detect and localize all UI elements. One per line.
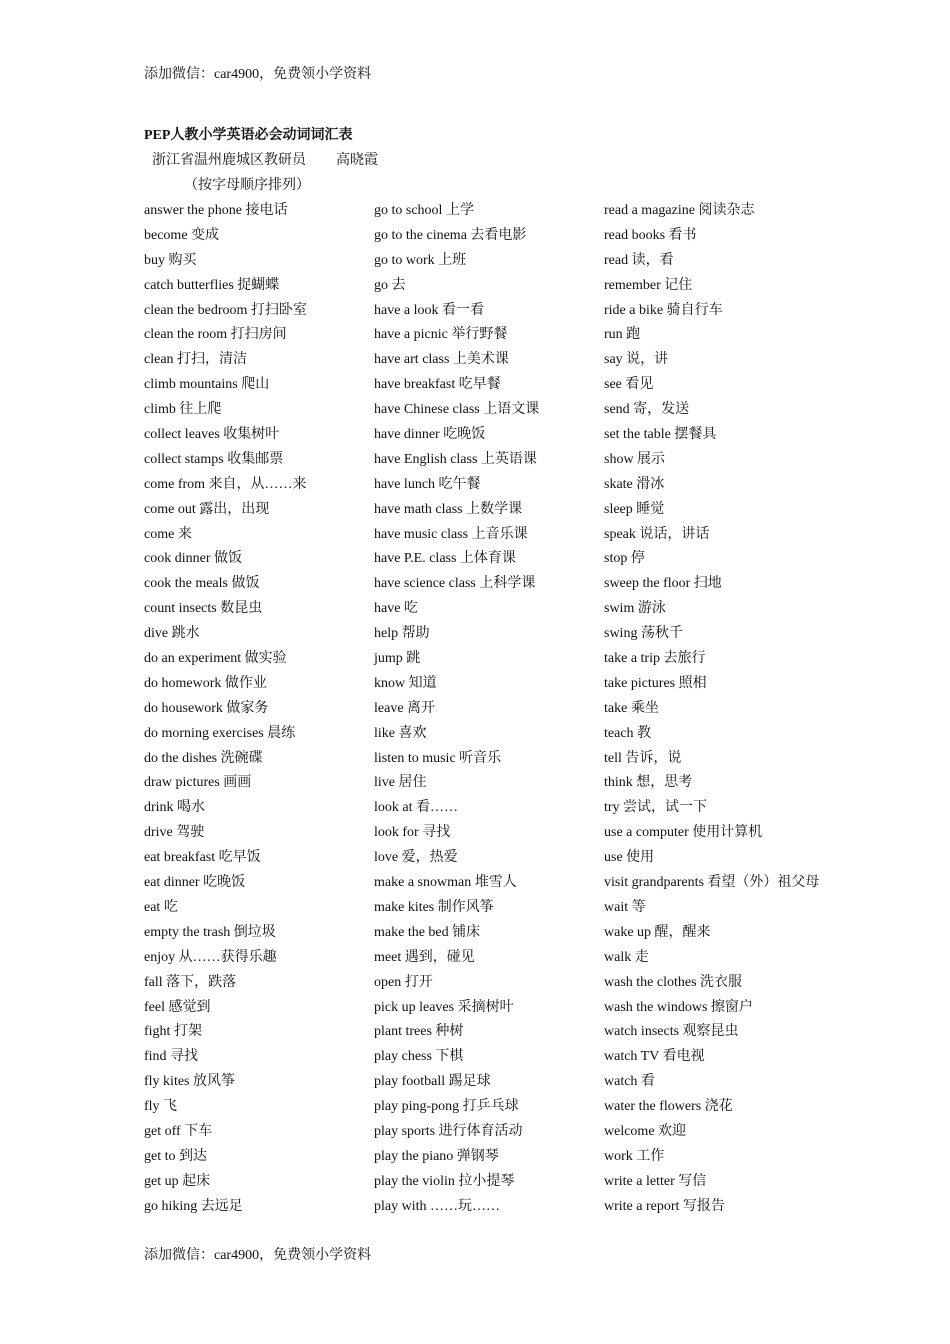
vocab-entry: wash the windows 擦窗户 [604,999,753,1015]
vocab-entry: have Chinese class 上语文课 [374,402,540,418]
vocab-entry: cook dinner 做饭 [144,551,242,567]
vocab-entry: tell 告诉，说 [604,750,682,766]
vocab-entry: drive 驾驶 [144,825,205,841]
vocab-entry: have P.E. class 上体育课 [374,551,516,567]
vocab-entry: look for 寻找 [374,825,451,841]
document-title: PEP人教小学英语必会动词词汇表 [144,128,353,143]
vocab-entry: stop 停 [604,551,645,567]
vocab-entry: have math class 上数学课 [374,501,523,517]
vocab-entry: watch insects 观察昆虫 [604,1024,739,1040]
vocab-entry: have art class 上美术课 [374,352,509,368]
vocab-entry: know 知道 [374,675,437,691]
vocab-entry: climb 往上爬 [144,402,222,418]
vocab-entry: draw pictures 画画 [144,775,252,791]
vocab-entry: find 寻找 [144,1049,199,1065]
vocab-entry: ride a bike 骑自行车 [604,302,723,318]
vocab-entry: think 想，思考 [604,775,693,791]
author-place: 浙江省温州鹿城区教研员 [152,153,306,168]
vocab-entry: make a snowman 堆雪人 [374,875,517,891]
vocab-entry: eat breakfast 吃早饭 [144,850,261,866]
vocab-entry: show 展示 [604,451,666,467]
vocab-entry: have 吃 [374,601,418,617]
footer-note: 添加微信：car4900，免费领小学资料 [144,1248,372,1263]
header-note: 添加微信：car4900，免费领小学资料 [144,67,372,82]
vocab-entry: take a trip 去旅行 [604,651,706,667]
vocab-entry: do homework 做作业 [144,675,267,691]
vocab-entry: jump 跳 [374,651,421,667]
vocab-entry: write a letter 写信 [604,1173,707,1189]
vocab-entry: play football 踢足球 [374,1074,491,1090]
vocab-entry: have science class 上科学课 [374,576,536,592]
vocab-entry: speak 说话，讲话 [604,526,710,542]
vocab-entry: have a picnic 举行野餐 [374,327,508,343]
vocab-entry: have English class 上英语课 [374,451,537,467]
vocab-entry: live 居住 [374,775,427,791]
vocab-entry: like 喜欢 [374,725,427,741]
vocab-entry: use 使用 [604,850,655,866]
vocab-entry: skate 滑冰 [604,476,665,492]
vocab-entry: look at 看…… [374,800,458,816]
vocab-entry: do morning exercises 晨练 [144,725,296,741]
vocab-entry: empty the trash 倒垃圾 [144,924,276,940]
vocab-entry: see 看见 [604,377,654,393]
vocab-entry: water the flowers 浇花 [604,1099,733,1115]
author-name: 高晓霞 [336,153,378,168]
vocab-entry: feel 感觉到 [144,999,211,1015]
vocab-entry: become 变成 [144,227,220,243]
vocab-entry: go hiking 去远足 [144,1198,243,1214]
vocab-entry: fly kites 放风筝 [144,1074,235,1090]
vocab-column-2 [374,202,539,1223]
vocab-entry: teach 教 [604,725,652,741]
vocab-entry: take pictures 照相 [604,675,707,691]
vocab-entry: sleep 睡觉 [604,501,665,517]
vocab-entry: listen to music 听音乐 [374,750,502,766]
vocab-entry: make the bed 铺床 [374,924,481,940]
vocab-entry: play with ……玩…… [374,1198,500,1214]
vocab-entry: do housework 做家务 [144,700,269,716]
vocab-entry: pick up leaves 采摘树叶 [374,999,514,1015]
vocab-entry: love 爱，热爱 [374,850,458,866]
vocab-entry: try 尝试，试一下 [604,800,708,816]
vocab-entry: wake up 醒，醒来 [604,924,711,940]
vocab-entry: catch butterflies 捉蝴蝶 [144,277,280,293]
vocab-entry: have a look 看一看 [374,302,485,318]
vocab-entry: have breakfast 吃早餐 [374,377,501,393]
vocab-entry: help 帮助 [374,626,430,642]
vocab-entry: visit grandparents 看望（外）祖父母 [604,875,820,891]
author-line [152,152,378,170]
vocab-entry: go to the cinema 去看电影 [374,227,527,243]
vocab-entry: play the piano 弹钢琴 [374,1148,499,1164]
vocab-entry: have dinner 吃晚饭 [374,427,486,443]
vocab-entry: leave 离开 [374,700,436,716]
vocab-entry: have music class 上音乐课 [374,526,528,542]
vocab-entry: come 来 [144,526,192,542]
vocab-entry: meet 遇到，碰见 [374,949,475,965]
vocab-entry: play chess 下棋 [374,1049,464,1065]
vocab-entry: wash the clothes 洗衣服 [604,974,743,990]
vocab-entry: go to work 上班 [374,252,467,268]
vocab-entry: play the violin 拉小提琴 [374,1173,515,1189]
vocab-entry: climb mountains 爬山 [144,377,270,393]
vocab-column-1 [144,202,307,1223]
vocab-entry: play ping-pong 打乒乓球 [374,1099,519,1115]
vocab-entry: run 跑 [604,327,641,343]
vocab-entry: come out 露出，出现 [144,501,270,517]
vocab-entry: swim 游泳 [604,601,666,617]
vocab-entry: sweep the floor 扫地 [604,576,722,592]
vocab-entry: enjoy 从……获得乐趣 [144,949,277,965]
vocab-entry: cook the meals 做饭 [144,576,260,592]
vocab-entry: plant trees 种树 [374,1024,464,1040]
vocab-entry: buy 购买 [144,252,197,268]
vocab-entry: have lunch 吃午餐 [374,476,481,492]
vocab-entry: make kites 制作风筝 [374,899,494,915]
vocab-entry: get up 起床 [144,1173,211,1189]
vocab-entry: wait 等 [604,899,646,915]
vocab-entry: read books 看书 [604,227,697,243]
vocab-entry: read a magazine 阅读杂志 [604,203,755,218]
vocab-entry: work 工作 [604,1148,665,1164]
vocab-entry: write a report 写报告 [604,1198,725,1214]
vocab-entry: play sports 进行体育活动 [374,1123,523,1139]
vocab-entry: eat 吃 [144,899,178,915]
vocab-entry: set the table 摆餐具 [604,427,717,443]
vocab-entry: take 乘坐 [604,700,659,716]
vocab-entry: swing 荡秋千 [604,626,683,642]
vocab-entry: watch 看 [604,1074,655,1090]
vocab-entry: fall 落下，跌落 [144,974,237,990]
vocab-entry: clean the bedroom 打扫卧室 [144,302,307,318]
vocab-entry: go to school 上学 [374,203,474,218]
vocab-entry: do the dishes 洗碗碟 [144,750,263,766]
vocab-entry: welcome 欢迎 [604,1123,687,1139]
vocab-entry: remember 记住 [604,277,693,293]
vocab-entry: collect leaves 收集树叶 [144,427,280,443]
vocab-entry: come from 来自，从……来 [144,476,307,492]
vocab-entry: fight 打架 [144,1024,202,1040]
vocab-entry: fly 飞 [144,1099,178,1115]
vocab-column-3 [604,202,819,1223]
vocab-entry: go 去 [374,277,406,293]
vocab-entry: read 读，看 [604,252,674,268]
vocab-entry: do an experiment 做实验 [144,651,287,667]
vocab-entry: get to 到达 [144,1148,207,1164]
vocab-entry: open 打开 [374,974,433,990]
vocab-entry: use a computer 使用计算机 [604,825,763,841]
vocab-entry: say 说，讲 [604,352,669,368]
vocab-entry: watch TV 看电视 [604,1049,705,1065]
vocab-entry: eat dinner 吃晚饭 [144,875,246,891]
vocab-entry: collect stamps 收集邮票 [144,451,284,467]
vocab-entry: drink 喝水 [144,800,206,816]
vocab-entry: dive 跳水 [144,626,200,642]
vocab-entry: send 寄，发送 [604,402,690,418]
order-note: （按字母顺序排列） [184,178,310,193]
vocab-entry: get off 下车 [144,1123,213,1139]
vocab-entry: clean 打扫，清洁 [144,352,248,368]
vocab-entry: count insects 数昆虫 [144,601,263,617]
vocab-entry: clean the room 打扫房间 [144,327,287,343]
vocab-entry: walk 走 [604,949,649,965]
vocab-entry: answer the phone 接电话 [144,203,288,218]
